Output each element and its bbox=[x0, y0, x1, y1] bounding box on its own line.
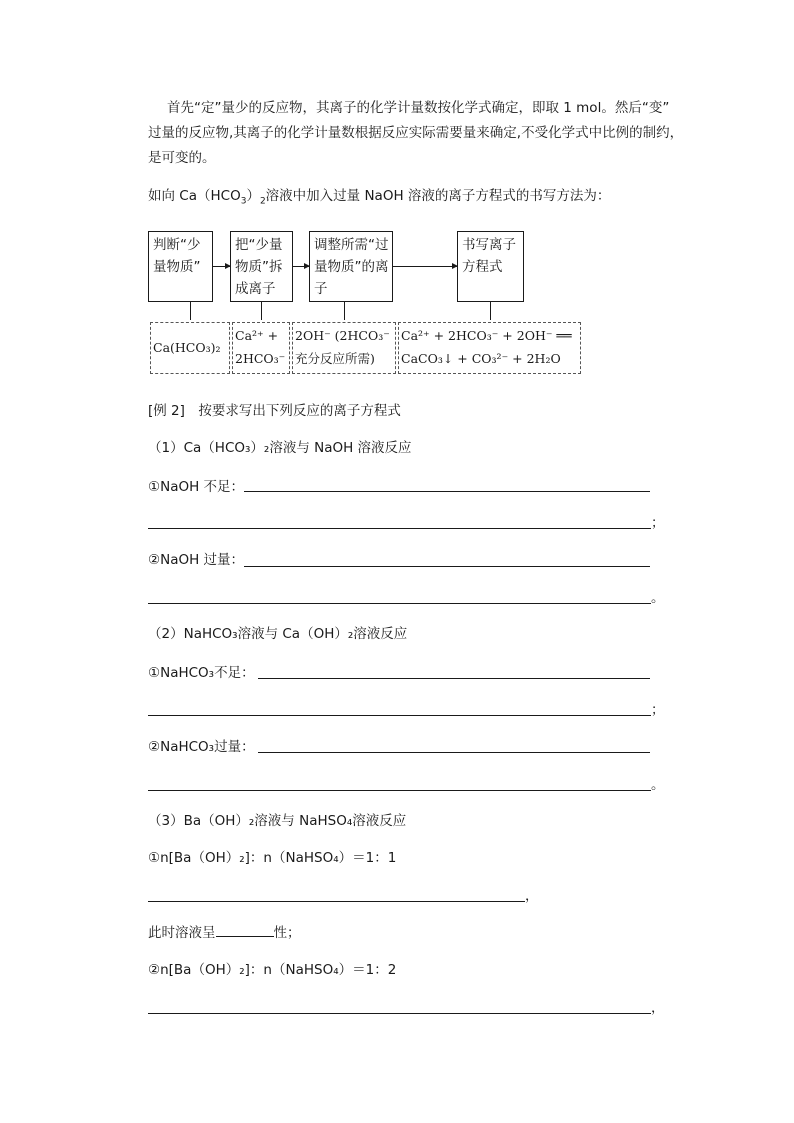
q3a-label: ①n[Ba（OH）₂]：n（NaHSO₄）＝1：1 bbox=[148, 850, 397, 866]
flow-arrow-3 bbox=[393, 266, 457, 267]
q3b-answer-line[interactable] bbox=[148, 1013, 651, 1014]
q2a-answer-line-1[interactable] bbox=[258, 678, 650, 679]
flow-arrow-1 bbox=[213, 266, 230, 267]
q3a-solution-nature: 此时溶液呈 性； bbox=[148, 925, 301, 941]
flow-connector-4 bbox=[490, 302, 491, 320]
q1b-answer-line-2[interactable] bbox=[148, 603, 651, 604]
q1a-label: ①NaOH 不足： bbox=[148, 479, 245, 495]
intro-line-2: 过量的反应物,其离子的化学计量数根据反应实际需要量来确定,不受化学式中比例的制约， bbox=[148, 125, 684, 141]
flow-detail-4: Ca²⁺ + 2HCO₃⁻ + 2OH⁻ ══ CaCO₃↓ + CO₃²⁻ + 2H₂O bbox=[398, 322, 581, 374]
q1a-answer-line-2[interactable] bbox=[148, 528, 651, 529]
q3b-label: ②n[Ba（OH）₂]：n（NaHSO₄）＝1：2 bbox=[148, 962, 397, 978]
q2-heading: （2）NaHCO₃溶液与 Ca（OH）₂溶液反应 bbox=[148, 626, 408, 642]
q2a-answer-line-2[interactable] bbox=[148, 715, 651, 716]
q2a-label: ①NaHCO₃不足： bbox=[148, 665, 255, 681]
flow-step-4: 书写离子方程式 bbox=[457, 231, 524, 302]
q2b-end: 。 bbox=[651, 777, 665, 793]
q3a-end: ， bbox=[525, 888, 539, 904]
flow-detail-3: 2OH⁻ (2HCO₃⁻ 充分反应所需) bbox=[292, 322, 396, 374]
q3a-answer-line[interactable] bbox=[148, 901, 525, 902]
flow-connector-1 bbox=[190, 302, 191, 320]
q1b-end: 。 bbox=[651, 590, 665, 606]
q3-heading: （3）Ba（OH）₂溶液与 NaHSO₄溶液反应 bbox=[148, 813, 407, 829]
flow-connector-2 bbox=[261, 302, 262, 320]
solution-nature-blank[interactable] bbox=[216, 924, 274, 937]
q2b-answer-line-2[interactable] bbox=[148, 790, 651, 791]
flow-step-1: 判断“少量物质” bbox=[148, 231, 213, 302]
flow-connector-3 bbox=[344, 302, 345, 320]
flow-step-2: 把“少量物质”拆成离子 bbox=[230, 231, 293, 302]
q1-heading: （1）Ca（HCO₃）₂溶液与 NaOH 溶液反应 bbox=[148, 440, 412, 456]
flow-detail-2: Ca²⁺ + 2HCO₃⁻ bbox=[232, 322, 290, 374]
q1a-end: ； bbox=[651, 515, 665, 531]
example2-title: [例 2] 按要求写出下列反应的离子方程式 bbox=[148, 403, 401, 419]
q3b-end: ， bbox=[651, 1000, 665, 1016]
q1b-answer-line-1[interactable] bbox=[244, 566, 650, 567]
intro-line-1: 首先“定”量少的反应物，其离子的化学计量数按化学式确定，即取 1 mol。然后“变” bbox=[167, 100, 670, 116]
q2b-answer-line-1[interactable] bbox=[258, 752, 650, 753]
q2a-end: ； bbox=[651, 702, 665, 718]
q1a-answer-line-1[interactable] bbox=[244, 491, 650, 492]
q1b-label: ②NaOH 过量： bbox=[148, 552, 245, 568]
q2b-label: ②NaHCO₃过量： bbox=[148, 739, 255, 755]
intro-line-3: 是可变的。 bbox=[148, 150, 216, 166]
flow-step-3: 调整所需“过量物质”的离子 bbox=[309, 231, 393, 302]
example-intro: 如向 $Ca(HCO_3)_2$溶液中加入过量 NaOH 溶液的离子方程式的书写方法为： bbox=[148, 188, 611, 207]
flow-detail-1: Ca(HCO₃)₂ bbox=[150, 322, 230, 374]
flow-arrow-2 bbox=[293, 266, 309, 267]
